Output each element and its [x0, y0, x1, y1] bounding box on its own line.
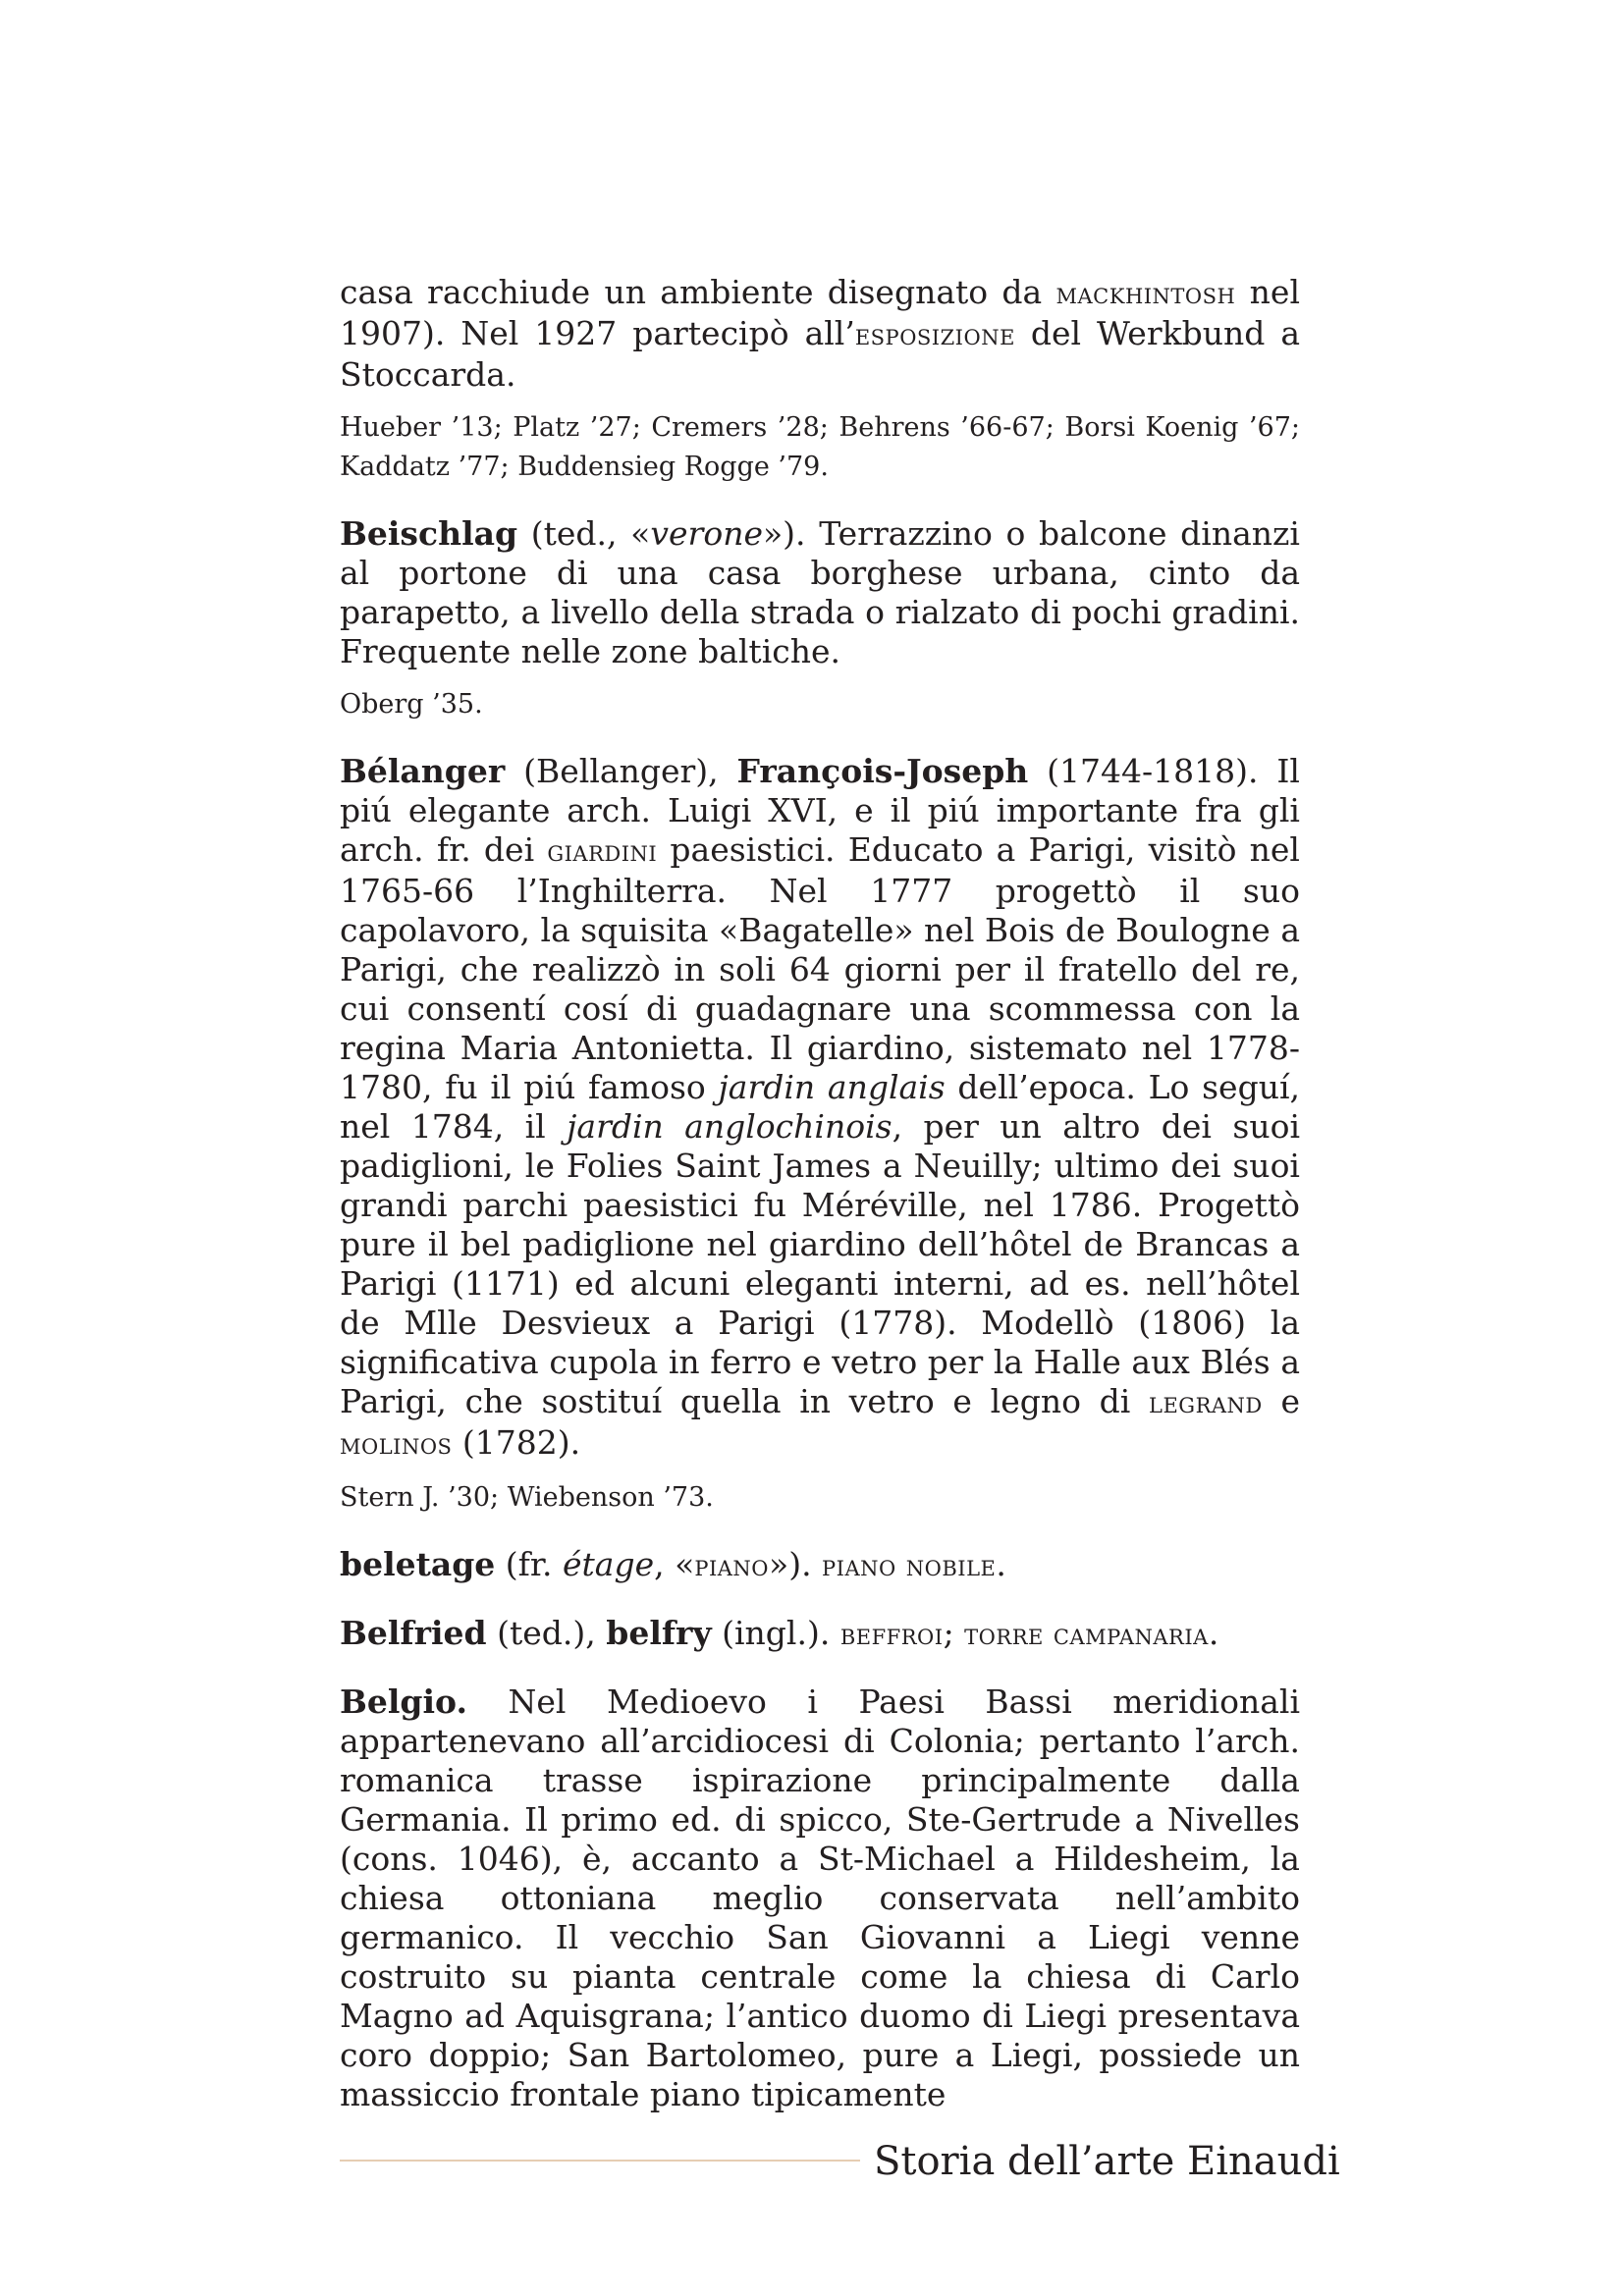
entry-head-alt: belfry: [606, 1614, 712, 1652]
belanger-bibliography: Stern J. ’30; Wiebenson ’73.: [340, 1482, 714, 1513]
entry-head: Belfried: [340, 1614, 487, 1652]
beischlag-bibliography: Oberg ’35.: [340, 689, 483, 720]
continuation-bibliography: Hueber ’13; Platz ’27; Cremers ’28; Behrens ’66-67; Borsi Koenig ’67; Kaddatz ’77; Buddensieg Rogge ’79.: [340, 412, 1300, 482]
entry-belgio: Belgio. Nel Medioevo i Paesi Bassi meridionali appartenevano all’arcidiocesi di Colonia; pertanto l’arch. romanica trasse ispirazione principalmente dalla Germania. Il primo ed. di spicco, Ste-Gertrude a Nivelles (cons. 1046), è, accanto a St-Michael a Hildesheim, la chiesa ottoniana meglio conservata nell’ambito germanico. Il vecchio San Giovanni a Liegi venne costruito su pianta centrale come la chiesa di Carlo Magno ad Aquisgrana; l’antico duomo di Liegi presentava coro doppio; San Bartolomeo, pure a Liegi, possiede un massiccio frontale piano tipicamente: [340, 1682, 1300, 2113]
continuation-paragraph: casa racchiude un ambiente disegnato da mackhintosh nel 1907). Nel 1927 partecipò all’esposizione del Werkbund a Stoccarda.: [340, 273, 1300, 394]
footer-rule: [340, 2160, 860, 2162]
cross-ref-torre-campanaria: torre campanaria: [964, 1618, 1209, 1652]
entry-head: Beischlag: [340, 514, 518, 553]
entry-head: Bélanger: [340, 752, 506, 790]
cross-ref-legrand: legrand: [1149, 1386, 1263, 1420]
page-body: [340, 273, 1300, 2114]
cross-ref-beffroi: beffroi: [839, 1618, 944, 1652]
cross-ref-mackhintosh: mackhintosh: [1055, 277, 1236, 311]
cross-ref-molinos: molinos: [340, 1427, 453, 1462]
entry-head: beletage: [340, 1545, 496, 1583]
cross-ref-piano: piano: [694, 1549, 769, 1583]
cross-ref-giardini: giardini: [547, 834, 658, 869]
entry-beischlag: Beischlag (ted., «verone»). Terrazzino o balcone dinanzi al portone di una casa borghese urbana, cinto da parapetto, a livello della strada o rialzato di pochi gradini. Frequente nelle zone baltiche.: [340, 514, 1300, 670]
entry-head: Belgio.: [340, 1682, 467, 1721]
cross-ref-piano-nobile: piano nobile: [822, 1549, 997, 1583]
entry-belanger: Bélanger (Bellanger), François-Joseph (1744-1818). Il piú elegante arch. Luigi XVI, e il piú importante fra gli arch. fr. dei giardini paesistici. Educato a Parigi, visitò nel 1765-66 l’Inghilterra. Nel 1777 progettò il suo capolavoro, la squisita «Bagatelle» nel Bois de Boulogne a Parigi, che realizzò in soli 64 giorni per il fratello del re, cui consentí cosí di guadagnare una scommessa con la regina Maria Antonietta. Il giardino, sistemato nel 1778-1780, fu il piú famoso jardin anglais dell’epoca. Lo seguí, nel 1784, il jardin anglochinois, per un altro dei suoi padiglioni, le Folies Saint James a Neuilly; ultimo dei suoi grandi parchi paesistici fu Méréville, nel 1786. Progettò pure il bel padiglione nel giardino dell’hôtel de Brancas a Parigi (1171) ed alcuni eleganti interni, ad es. nell’hôtel de Mlle Desvieux a Parigi (1778). Modellò (1806) la significativa cupola in ferro e vetro per la Halle aux Blés a Parigi, che sostituí quella in vetro e legno di legrand e molinos (1782).: [340, 752, 1301, 1462]
entry-beletage: beletage (fr. étage, «piano»). piano nobile.: [340, 1545, 1006, 1583]
entry-head-forename: François-Joseph: [736, 752, 1029, 790]
cross-ref-esposizione: esposizione: [854, 318, 1015, 352]
entry-belfried: Belfried (ted.), belfry (ingl.). beffroi; torre campanaria.: [340, 1614, 1219, 1652]
footer-publisher: Storia dell’arte Einaudi: [874, 2139, 1340, 2184]
